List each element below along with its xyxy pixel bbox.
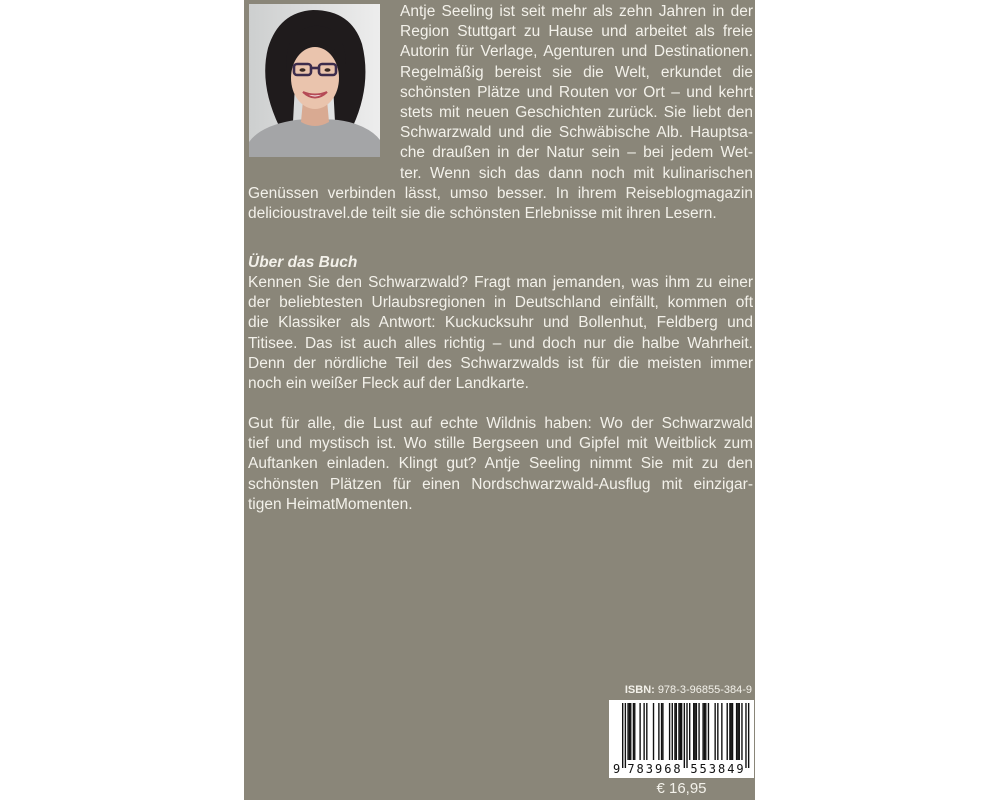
barcode-bar: [662, 703, 663, 760]
text-line: schönsten Plätzen für einen Nordschwarzwald-Ausflug mit einzigar-: [248, 475, 753, 493]
text-line: noch ein weißer Fleck auf der Landkarte.: [248, 374, 529, 392]
barcode-bar: [646, 703, 647, 760]
right-eye: [325, 68, 331, 72]
barcode-bar: [696, 703, 697, 760]
barcode-bar: [686, 703, 687, 768]
bio-line: Regelmäßig bereist sie die Welt, erkundet die: [400, 63, 753, 81]
barcode-bar: [705, 703, 706, 760]
barcode-bars: [622, 703, 749, 768]
barcode-bar: [721, 703, 722, 760]
bio-line: Region Stuttgart zu Hause und arbeitet als freie: [400, 23, 753, 41]
bio-line: Schwarzwald und die Schwäbische Alb. Hauptsa-: [400, 124, 753, 142]
bio-line: schönsten Plätze und Routen vor Ort – und kehrt: [400, 83, 753, 101]
barcode-first-digit: 9: [613, 762, 621, 776]
barcode-bar: [694, 703, 695, 760]
bio-line: Genüssen verbinden lässt, umso besser. In ihrem Reiseblogmagazin: [248, 184, 753, 202]
text-line: tigen HeimatMomenten.: [248, 495, 413, 513]
price-label: € 16,95: [656, 780, 707, 797]
barcode-bar: [658, 703, 659, 760]
barcode-bar: [693, 703, 694, 760]
barcode-bar: [708, 703, 709, 760]
barcode-bar: [643, 703, 644, 760]
barcode-bar: [741, 703, 742, 760]
barcode-bar: [680, 703, 681, 760]
barcode-bar: [676, 703, 677, 760]
barcode-bar: [732, 703, 733, 760]
author-photo: [249, 4, 380, 157]
barcode-right-digits: 553849: [690, 762, 746, 776]
barcode-bar: [625, 703, 626, 768]
barcode-bar: [736, 703, 737, 760]
bio-line: delicioustravel.de teilt sie die schönsten Erlebnisse mit ihren Lesern.: [248, 204, 717, 222]
text-line: Gut für alle, die Lust auf echte Wildnis haben: Wo der Schwarzwald: [248, 415, 753, 432]
barcode-bar: [714, 703, 715, 760]
barcode-bar: [678, 703, 679, 760]
barcode-bar: [639, 703, 640, 760]
barcode-left-digits: 783968: [627, 762, 683, 776]
barcode-bar: [622, 703, 623, 768]
author-bio-full-width: [248, 184, 753, 224]
barcode-bar: [630, 703, 631, 760]
left-eye: [300, 68, 306, 72]
barcode-bar: [745, 703, 746, 768]
barcode-bar: [729, 703, 730, 760]
about-book-heading: Über das Buch: [248, 254, 358, 271]
barcode-bar: [727, 703, 728, 760]
barcode: [609, 700, 754, 778]
bio-line: che draußen in der Natur sein – bei jedem Wet-: [400, 144, 753, 162]
barcode-bar: [717, 703, 718, 760]
bio-line: ter. Wenn sich das dann noch mit kulinarischen: [400, 164, 753, 182]
barcode-bar: [737, 703, 738, 760]
text-line: Titisee. Das ist auch alles richtig – und doch nur die halbe Wahrheit.: [248, 334, 753, 352]
isbn-number: 978-3-96855-384-9: [657, 684, 752, 696]
barcode-bar: [684, 703, 685, 768]
bio-line: stets mit neuen Geschichten zurück. Sie liebt den: [400, 103, 753, 121]
about-book-paragraph-1: [248, 273, 753, 394]
text-line: die Klassiker als Antwort: Kuckucksuhr und Bollenhut, Feldberg und: [248, 314, 753, 332]
barcode-bar: [698, 703, 699, 760]
barcode-bar: [634, 703, 635, 760]
barcode-bar: [672, 703, 673, 760]
barcode-bar: [669, 703, 670, 760]
text-line: tief und mystisch ist. Wo stille Bergseen und Gipfel mit Weitblick zum: [248, 435, 753, 453]
barcode-bar: [674, 703, 675, 760]
bio-line: Autorin für Verlage, Agenturen und Destinationen.: [400, 43, 753, 61]
isbn-label: ISBN:: [624, 684, 655, 696]
text-line: der beliebtesten Urlaubsregionen in Deutschland einfällt, kommen oft: [248, 294, 753, 312]
barcode-bar: [702, 703, 703, 760]
barcode-bar: [748, 703, 749, 768]
barcode-bar: [661, 703, 662, 760]
barcode-bar: [653, 703, 654, 760]
barcode-bar: [704, 703, 705, 760]
barcode-bar: [627, 703, 628, 760]
barcode-bar: [629, 703, 630, 760]
barcode-bar: [731, 703, 732, 760]
barcode-bar: [633, 703, 634, 760]
about-book-paragraph-2: [248, 414, 753, 515]
barcode-bar: [689, 703, 690, 760]
text-line: Auftanken einladen. Klingt gut? Antje Seeling nimmt Sie mit zu den: [248, 455, 753, 473]
book-back-cover: [244, 0, 755, 800]
bio-line: Antje Seeling ist seit mehr als zehn Jahren in der: [400, 3, 753, 20]
barcode-bar: [681, 703, 682, 760]
author-bio-beside-photo: [400, 2, 753, 184]
face: [291, 47, 339, 109]
text-line: Denn der nördliche Teil des Schwarzwalds ist für die meisten immer: [248, 354, 753, 372]
text-line: Kennen Sie den Schwarzwald? Fragt man jemanden, was ihm zu einer: [248, 274, 753, 291]
isbn-line: [625, 684, 752, 697]
barcode-bar: [739, 703, 740, 760]
